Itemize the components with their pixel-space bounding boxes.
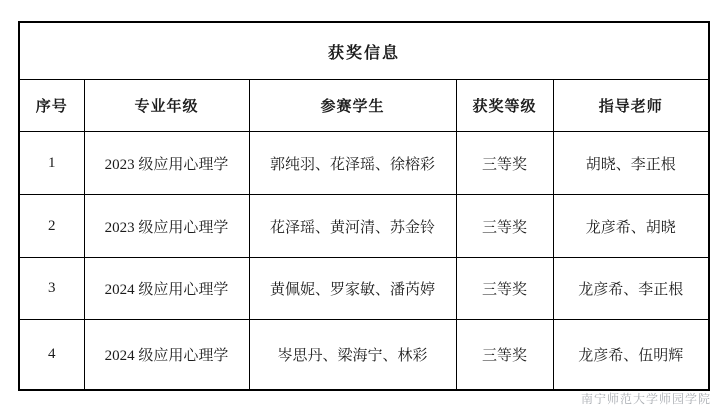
cell-advisors: 龙彦希、伍明辉	[553, 320, 709, 391]
column-header-award-level: 获奖等级	[456, 80, 553, 132]
cell-students: 花泽瑶、黄河清、苏金铃	[249, 195, 456, 258]
cell-students: 岑思丹、梁海宁、林彩	[249, 320, 456, 391]
award-info-table	[18, 21, 710, 391]
cell-advisors: 龙彦希、李正根	[553, 258, 709, 320]
cell-major-grade: 2024 级应用心理学	[84, 258, 249, 320]
table-title: 获奖信息	[19, 22, 709, 80]
column-header-index: 序号	[19, 80, 84, 132]
table-row	[19, 320, 709, 391]
column-header-students: 参赛学生	[249, 80, 456, 132]
cell-major-grade: 2024 级应用心理学	[84, 320, 249, 391]
cell-index: 1	[19, 132, 84, 195]
table-title-row	[19, 22, 709, 80]
column-header-advisors: 指导老师	[553, 80, 709, 132]
table-row	[19, 132, 709, 195]
column-header-major-grade: 专业年级	[84, 80, 249, 132]
cell-major-grade: 2023 级应用心理学	[84, 132, 249, 195]
cell-advisors: 胡晓、李正根	[553, 132, 709, 195]
cell-award-level: 三等奖	[456, 132, 553, 195]
table-row	[19, 195, 709, 258]
cell-index: 4	[19, 320, 84, 391]
watermark-text: 南宁师范大学师园学院	[580, 392, 711, 406]
cell-award-level: 三等奖	[456, 320, 553, 391]
table-row	[19, 258, 709, 320]
cell-award-level: 三等奖	[456, 195, 553, 258]
cell-major-grade: 2023 级应用心理学	[84, 195, 249, 258]
cell-advisors: 龙彦希、胡晓	[553, 195, 709, 258]
table-header-row	[19, 80, 709, 132]
cell-students: 黄佩妮、罗家敏、潘芮婷	[249, 258, 456, 320]
cell-index: 3	[19, 258, 84, 320]
cell-index: 2	[19, 195, 84, 258]
cell-students: 郭纯羽、花泽瑶、徐榕彩	[249, 132, 456, 195]
cell-award-level: 三等奖	[456, 258, 553, 320]
